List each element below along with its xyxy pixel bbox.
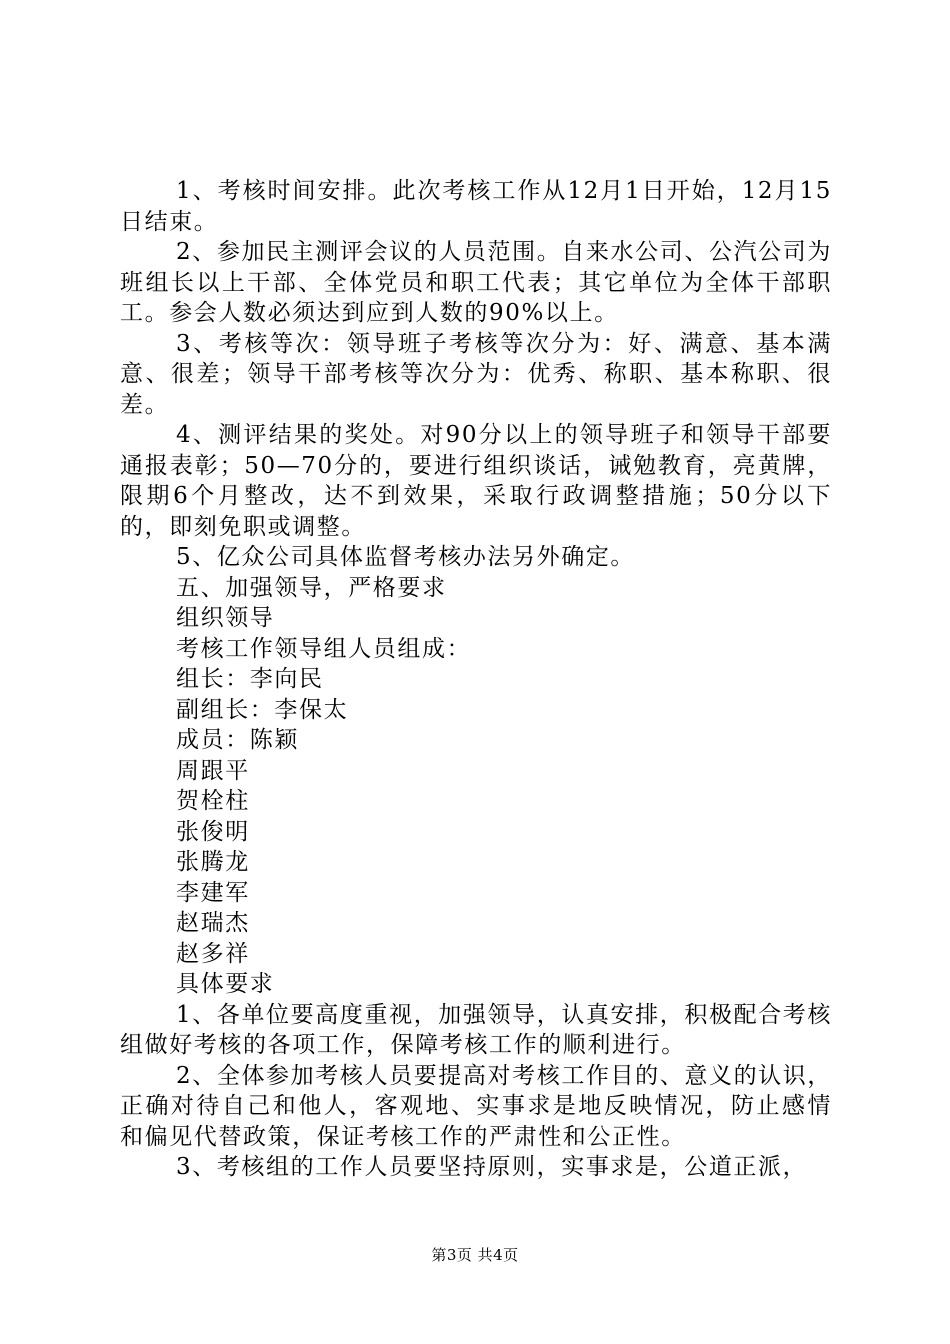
member-line: 成员：陈颖	[176, 727, 299, 753]
paragraph-supervision-method: 5、亿众公司具体监督考核办法另外确定。	[176, 544, 636, 570]
requirement-1: 1、各单位要高度重视，加强领导，认真安排，积极配合考核组做好考核的各项工作，保障考核工作的顺利进行。	[120, 1001, 832, 1058]
member-name: 赵瑞杰	[176, 910, 250, 936]
page-number-footer: 第3页 共4页	[431, 1246, 519, 1264]
member-name: 赵多祥	[176, 940, 250, 967]
paragraph-meeting-scope: 2、参加民主测评会议的人员范围。自来水公司、公汽公司为班组长以上干部、全体党员和职工代表；其它单位为全体干部职工。参会人数必须达到应到人数的90%以上。	[120, 239, 832, 326]
deputy-group-leader: 副组长：李保太	[176, 696, 349, 723]
subheading-requirements: 具体要求	[176, 971, 275, 997]
paragraph-rewards-penalties: 4、测评结果的奖处。对90分以上的领导班子和领导干部要通报表彰；50—70分的，要进行组织谈话，诫勉教育，亮黄牌，限期6个月整改，达不到效果，采取行政调整措施；50分以下的，即刻免职或调整。	[120, 422, 832, 540]
member-name: 张腾龙	[176, 849, 250, 875]
paragraph-exam-schedule: 1、考核时间安排。此次考核工作从12月1日开始，12月15日结束。	[120, 178, 832, 235]
member-name: 李建军	[176, 879, 250, 906]
member-name: 周跟平	[176, 757, 250, 784]
document-body	[120, 176, 832, 1183]
group-composition-label: 考核工作领导组人员组成：	[176, 635, 472, 662]
requirement-3: 3、考核组的工作人员要坚持原则，实事求是，公道正派，	[176, 1154, 808, 1180]
member-name: 贺栓柱	[176, 788, 250, 814]
section-heading-leadership: 五、加强领导，严格要求	[176, 574, 447, 601]
member-name: 张俊明	[176, 818, 250, 845]
group-leader: 组长：李向民	[176, 666, 324, 692]
subheading-organization: 组织领导	[176, 605, 275, 631]
paragraph-exam-grades: 3、考核等次：领导班子考核等次分为：好、满意、基本满意、很差；领导干部考核等次分为：优秀、称职、基本称职、很差。	[120, 330, 832, 418]
requirement-2: 2、全体参加考核人员要提高对考核工作目的、意义的认识，正确对待自己和他人，客观地、实事求是地反映情况，防止感情和偏见代替政策，保证考核工作的严肃性和公正性。	[120, 1062, 832, 1150]
